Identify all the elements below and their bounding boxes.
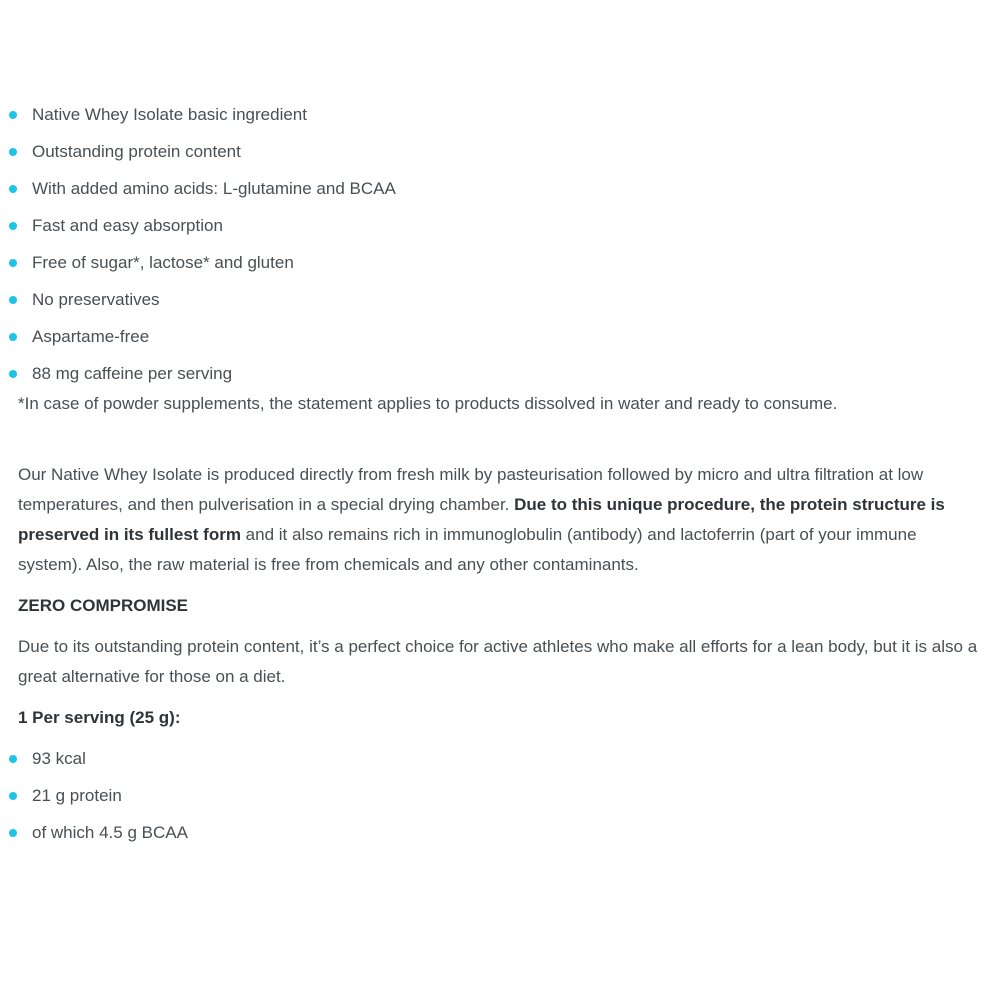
feature-text: Aspartame-free	[32, 327, 150, 346]
list-item	[18, 137, 982, 174]
feature-text: Outstanding protein content	[32, 142, 241, 161]
serving-text: 93 kcal	[32, 749, 86, 768]
feature-list	[18, 100, 982, 396]
list-item	[18, 781, 982, 818]
description-text: Our Native Whey Isolate is produced directly from fresh milk by pasteurisation followed by micro and ultra filtration at low temperatures, and then pulverisation in a special drying chamber.	[18, 465, 924, 514]
bullet-dot-icon	[9, 333, 17, 341]
bullet-dot-icon	[9, 829, 17, 837]
list-item	[18, 174, 982, 211]
feature-text: Fast and easy absorption	[32, 216, 223, 235]
bullet-dot-icon	[9, 755, 17, 763]
list-item	[18, 818, 982, 855]
serving-text: 21 g protein	[32, 786, 122, 805]
bullet-dot-icon	[9, 792, 17, 800]
bullet-dot-icon	[9, 296, 17, 304]
serving-text: of which 4.5 g BCAA	[32, 823, 188, 842]
description-text: and it also remains rich in immunoglobulin (antibody) and lactoferrin (part of your immune system). Also, the raw material is free from chemicals and any other contaminants.	[18, 525, 917, 574]
feature-text: With added amino acids: L-glutamine and BCAA	[32, 179, 396, 198]
serving-list	[18, 744, 982, 855]
list-item	[18, 211, 982, 248]
list-item	[18, 744, 982, 781]
zero-compromise-heading: ZERO COMPROMISE	[18, 596, 189, 615]
bullet-dot-icon	[9, 185, 17, 193]
zero-compromise-paragraph: Due to its outstanding protein content, it’s a perfect choice for active athletes who make all efforts for a lean body, but it is also a great alternative for those on a diet.	[18, 637, 978, 686]
list-item	[18, 100, 982, 137]
list-item	[18, 322, 982, 359]
bullet-dot-icon	[9, 148, 17, 156]
feature-text: Native Whey Isolate basic ingredient	[32, 105, 307, 124]
feature-text: No preservatives	[32, 290, 160, 309]
bullet-dot-icon	[9, 259, 17, 267]
serving-heading: 1 Per serving (25 g):	[18, 708, 181, 727]
description-highlight: Due to this unique procedure, the protein structure is preserved in its fullest form	[18, 495, 945, 544]
description-paragraph	[18, 460, 982, 580]
list-item	[18, 248, 982, 285]
feature-text: Free of sugar*, lactose* and gluten	[32, 253, 294, 272]
list-item	[18, 285, 982, 322]
product-description	[18, 100, 982, 855]
bullet-dot-icon	[9, 370, 17, 378]
feature-text: 88 mg caffeine per serving	[32, 364, 233, 383]
footnote: *In case of powder supplements, the statement applies to products dissolved in water and ready to consume.	[18, 394, 838, 413]
bullet-dot-icon	[9, 111, 17, 119]
list-item	[18, 359, 982, 396]
bullet-dot-icon	[9, 222, 17, 230]
